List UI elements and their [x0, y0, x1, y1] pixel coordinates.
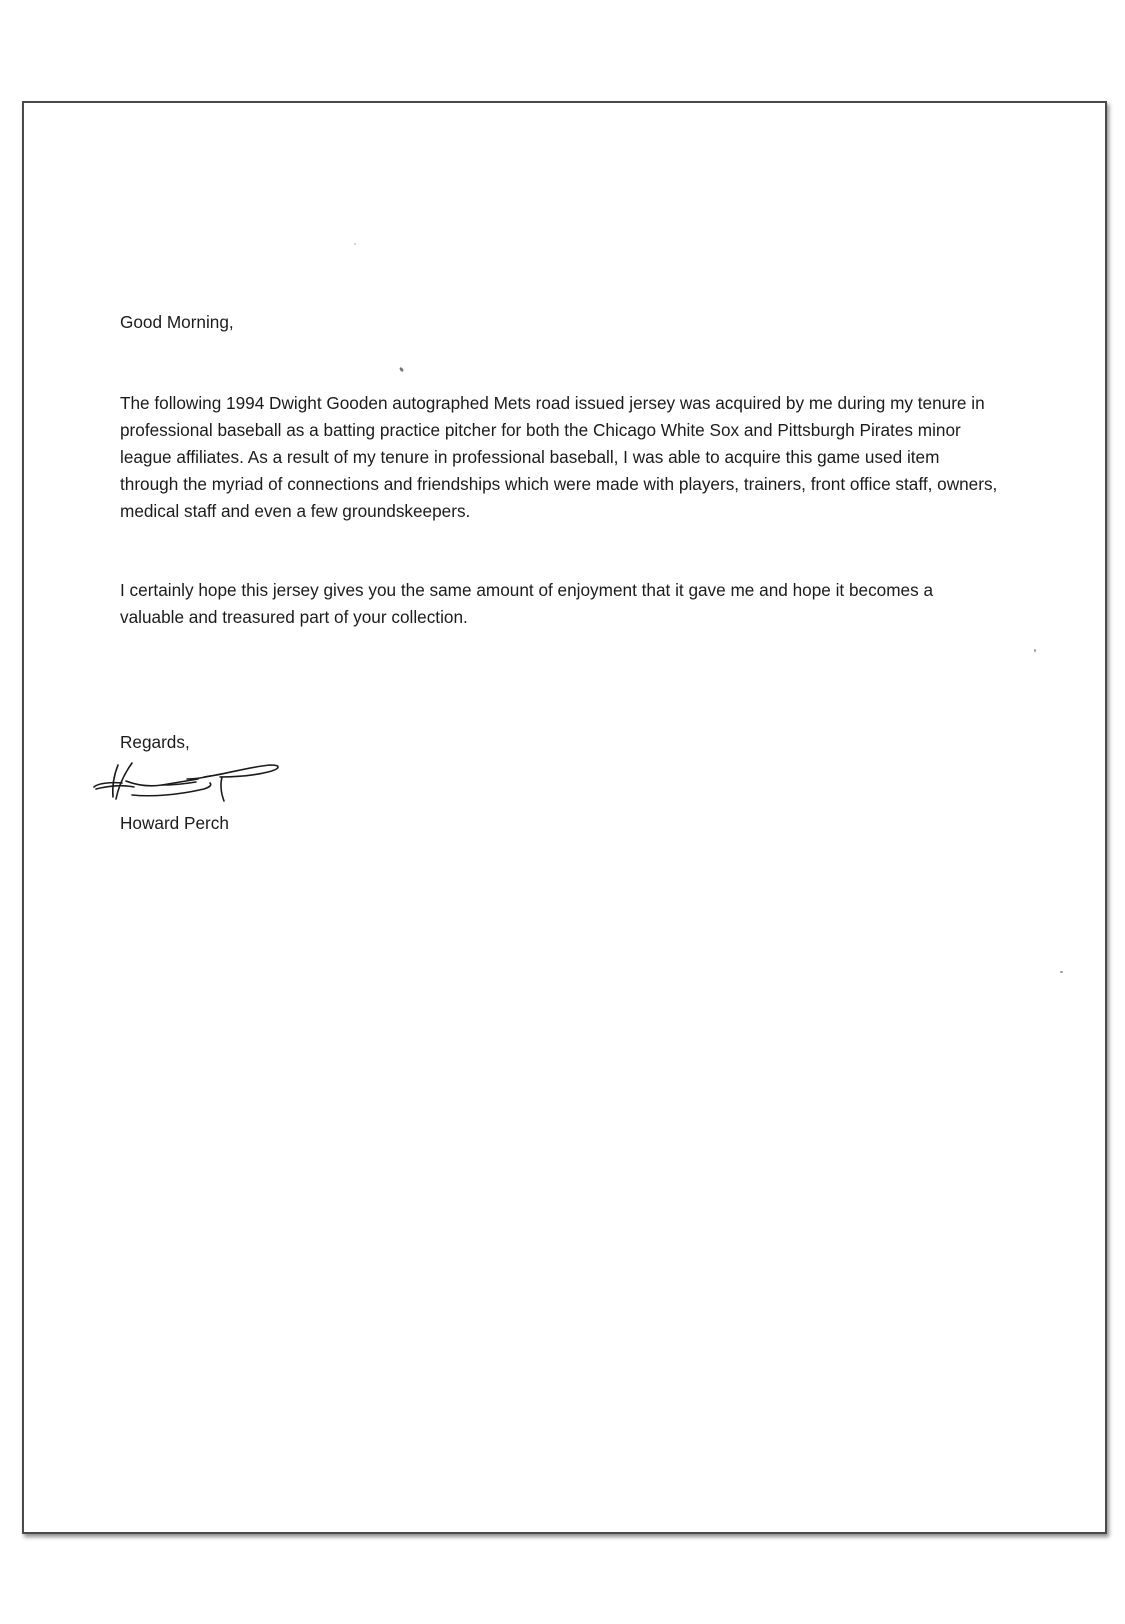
letter-paragraph-2: I certainly hope this jersey gives you the same amount of enjoyment that it gave me and hope it becomes a valuable and treasured part of your collection. [120, 580, 934, 627]
sender-name: Howard Perch [120, 813, 229, 833]
letter-greeting: Good Morning, [120, 312, 234, 332]
paper-speck [1060, 971, 1063, 973]
paper-speck [399, 367, 404, 373]
letter-page [22, 101, 1107, 1534]
paper-speck [1034, 649, 1036, 652]
signature-image [92, 755, 282, 807]
letter-closing: Regards, [120, 732, 190, 752]
paper-speck [354, 243, 356, 245]
letter-paragraph-1: The following 1994 Dwight Gooden autographed Mets road issued jersey was acquired by me during my tenure in professional baseball as a batting practice pitcher for both the Chicago White Sox and Pittsburgh Pirates minor league affiliates. As a result of my tenure in professional baseball, I was able to acquire this game used item through the myriad of connections and friendships which were made with players, trainers, front office staff, owners, medical staff and even a few groundskeepers. [120, 393, 998, 521]
